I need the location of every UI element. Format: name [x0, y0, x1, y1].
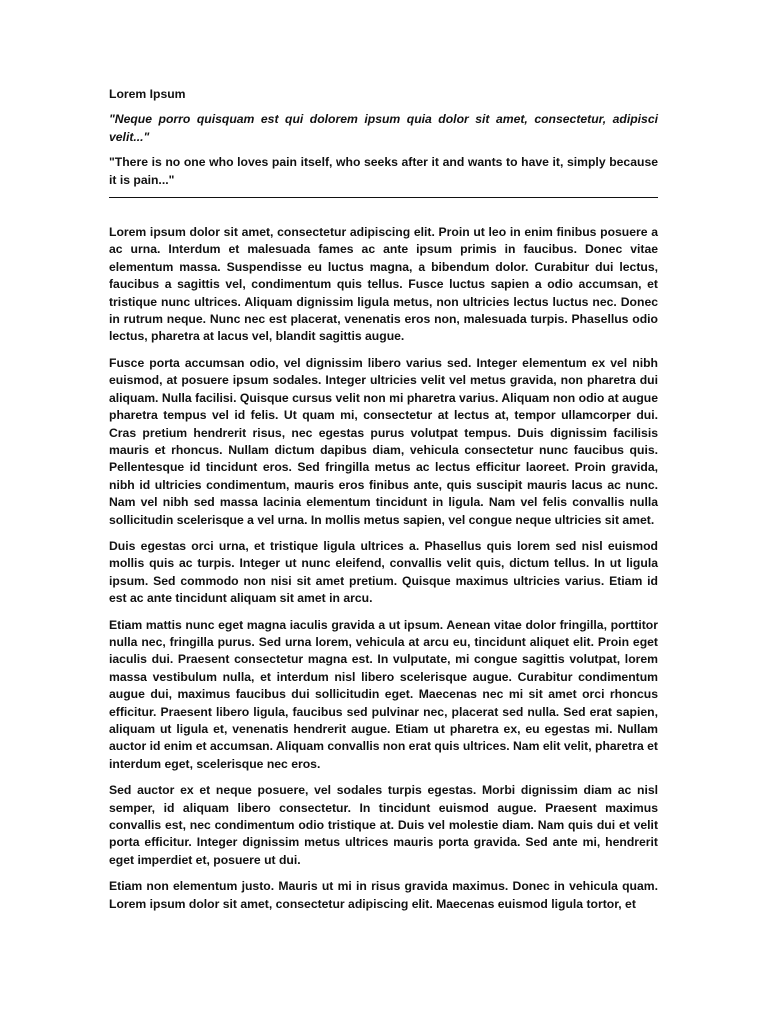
body-paragraph-2: Fusce porta accumsan odio, vel dignissim libero varius sed. Integer elementum ex vel nibh euismod, at posuere ipsum sodales. Integer ultricies velit vel metus gravida, non pharetra dui aliquam. Nulla facilisi. Quisque cursus velit non mi pharetra varius. Aliquam non odio at augue pharetra tempus vel id felis. Ut quam mi, consectetur at lectus at, tempor ullamcorper dui. Cras pretium hendrerit risus, nec egestas purus volutpat tempus. Duis dignissim facilisis mauris et rhoncus. Nullam dictum dapibus diam, vehicula consectetur nunc faucibus quis. Pellentesque id tincidunt eros. Sed fringilla metus ac lectus efficitur laoreet. Proin gravida, nibh id ultricies condimentum, mauris eros finibus ante, quis suscipit mauris lacus ac nunc. Nam vel nibh sed massa lacinia elementum tincidunt in ligula. Nam vel felis convallis nulla sollicitudin scelerisque a vel urna. In mollis metus sapien, vel congue neque ultricies sit amet.: [109, 355, 658, 527]
document-title: Lorem Ipsum: [109, 87, 186, 101]
english-quote: "There is no one who loves pain itself, who seeks after it and wants to have it, simply because it is pain...": [109, 155, 658, 187]
body-paragraph-5: Sed auctor ex et neque posuere, vel sodales turpis egestas. Morbi dignissim diam ac nisl semper, id aliquam libero consectetur. In tincidunt euismod augue. Praesent maximus convallis est, nec condimentum odio tristique at. Duis vel molestie diam. Nam quis dui et velit porta efficitur. Integer dignissim metus ultrices mauris porta gravida. Sed ante mi, hendrerit eget imperdiet et, posuere ut dui.: [109, 783, 658, 867]
body-paragraph-3: Duis egestas orci urna, et tristique ligula ultrices a. Phasellus quis lorem sed nisl euismod mollis quis ac turpis. Integer ut nunc eleifend, convallis velit quis, dictum tellus. In ut ligula ipsum. Sed commodo non nisi sit amet pretium. Quisque maximus ultricies varius. Etiam id est ac ante tincidunt aliquam sit amet in arcu.: [109, 538, 658, 606]
header-divider: [109, 197, 658, 198]
body-paragraph-6: Etiam non elementum justo. Mauris ut mi in risus gravida maximus. Donec in vehicula quam. Lorem ipsum dolor sit amet, consectetur adipiscing elit. Maecenas euismod ligula tortor, et: [109, 879, 658, 911]
document-page: [109, 86, 658, 922]
latin-quote: "Neque porro quisquam est qui dolorem ipsum quia dolor sit amet, consectetur, adipisci velit...": [109, 112, 658, 144]
body-paragraph-1: Lorem ipsum dolor sit amet, consectetur adipiscing elit. Proin ut leo in enim finibus posuere a ac urna. Interdum et malesuada fames ac ante ipsum primis in faucibus. Donec vitae elementum massa. Suspendisse eu luctus magna, a bibendum dolor. Curabitur dui lectus, faucibus a sagittis vel, condimentum quis tellus. Fusce luctus sapien a odio accumsan, et tristique nunc ultrices. Aliquam dignissim ligula metus, non ultricies lectus luctus nec. Donec in rutrum neque. Nunc nec est placerat, venenatis eros non, malesuada turpis. Phasellus odio lectus, pharetra at lacus vel, blandit sagittis augue.: [109, 225, 658, 344]
body-paragraph-4: Etiam mattis nunc eget magna iaculis gravida a ut ipsum. Aenean vitae dolor fringilla, porttitor nulla nec, fringilla purus. Sed urna lorem, vehicula at arcu eu, tincidunt aliquet elit. Proin eget iaculis dui. Praesent consectetur magna est. In vulputate, mi congue sagittis volutpat, lorem massa vestibulum nulla, et interdum nisl libero scelerisque augue. Curabitur condimentum augue dui, maximus faucibus dui sollicitudin eget. Maecenas nec mi sit amet orci rhoncus efficitur. Praesent libero ligula, faucibus sed pulvinar nec, placerat sed nulla. Sed erat sapien, aliquam ut ligula et, venenatis hendrerit augue. Etiam ut pharetra ex, eu egestas mi. Nullam auctor id enim et accumsan. Aliquam convallis non erat quis ultrices. Nam elit velit, pharetra et interdum eget, scelerisque nec eros.: [109, 617, 658, 771]
